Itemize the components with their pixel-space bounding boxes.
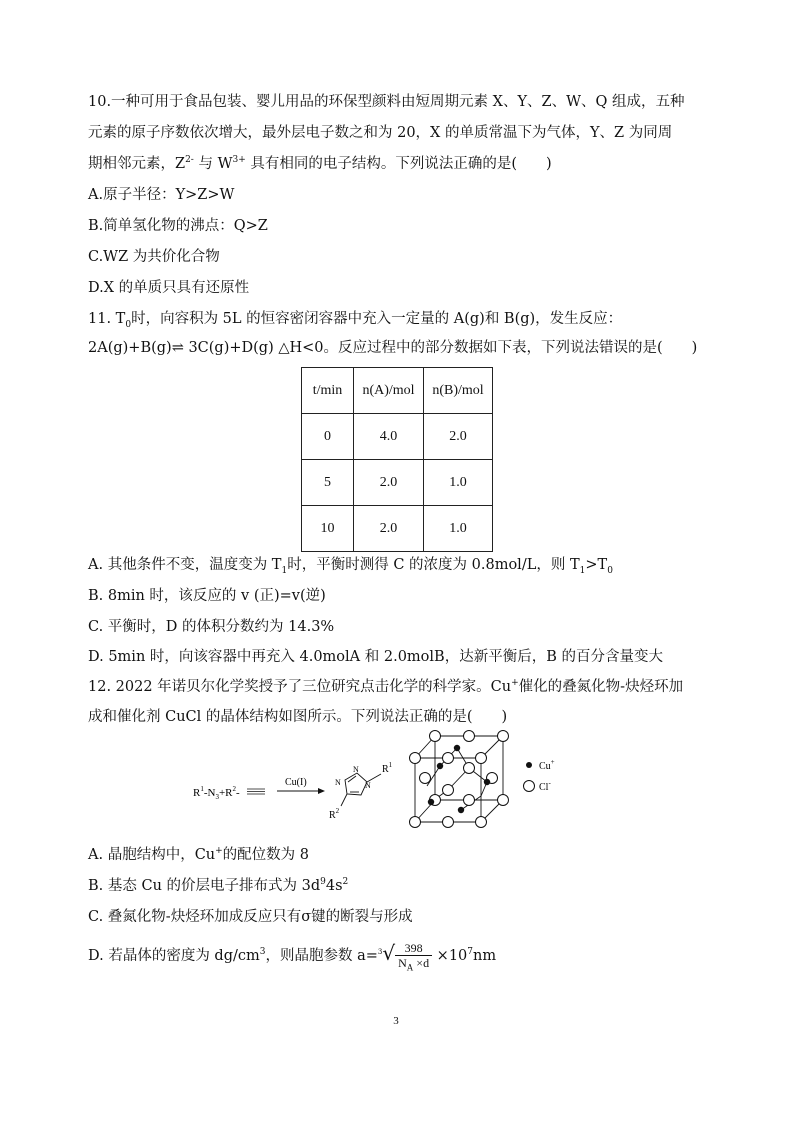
temp-subscript: 0 [125, 319, 132, 330]
table-row [302, 506, 493, 552]
cu-ion [454, 745, 460, 751]
q10-option-d: D.X 的单质只具有还原性 [88, 280, 250, 296]
q11-stem-line2: 2A(g)+B(g)⇌ 3C(g)+D(g) △H<0。反应过程中的部分数据如下表，下列说法错误的是( ) [88, 340, 698, 356]
ring-nitrogen-label: N [335, 778, 341, 787]
cl-ion [443, 753, 454, 764]
q12-option-b-text: B. 基态 Cu 的价层电子排布式为 3d [88, 878, 321, 894]
cl-ion [464, 795, 475, 806]
q11-option-a-text: 时，平衡时测得 C 的浓度为 0.8mol/L，则 T [287, 557, 580, 573]
kinetics-table [301, 367, 493, 552]
subscript: 0 [607, 565, 613, 576]
legend [524, 758, 555, 793]
ion-w: W [217, 156, 233, 172]
cl-ion [476, 753, 487, 764]
fraction-numerator: 398 [395, 941, 432, 956]
q10-option-b: B.简单氢化物的沸点：Q>Z [88, 218, 268, 234]
superscript: + [511, 678, 519, 689]
table-cell: 2.0 [424, 414, 493, 460]
q12-stem-line2: 成和催化剂 CuCl 的晶体结构如图所示。下列说法正确的是( ) [88, 709, 508, 725]
cu-ion [437, 763, 443, 769]
superscript: 2 [342, 877, 349, 888]
q11-option-a-text: A. 其他条件不变，温度变为 T [88, 557, 282, 573]
cu-ion [458, 807, 464, 813]
table-cell: 5 [302, 460, 354, 506]
superscript: 7 [467, 947, 474, 958]
cl-ion [464, 731, 475, 742]
subscript: 1 [579, 565, 586, 576]
legend-cl-label: Cl- [539, 779, 551, 793]
density-term: ×d [413, 956, 430, 970]
q11-option-d: D. 5min 时，向该容器中再充入 4.0molA 和 2.0molB，达新平衡后，B 的百分含量变大 [88, 649, 663, 665]
table-cell: 2.0 [354, 460, 424, 506]
q11-stem-text: 11. T [88, 311, 126, 327]
fraction-denominator [395, 956, 432, 971]
q12-option-d-text: nm [473, 948, 497, 964]
avogadro-symbol: N [398, 956, 407, 970]
subscript: A [406, 962, 414, 973]
legend-cu-marker [526, 762, 532, 768]
table-cell: 10 [302, 506, 354, 552]
cl-ion [498, 731, 509, 742]
q12-option-a [88, 845, 309, 865]
table-header-cell: t/min [302, 368, 354, 414]
reaction-arrow [277, 788, 325, 794]
q10-stem-line2: 元素的原子序数依次增大，最外层电子数之和为 20，X 的单质常温下为气体，Y、Z 为同周 [88, 125, 673, 141]
cl-ion [410, 753, 421, 764]
q10-option-c: C.WZ 为共价化合物 [88, 249, 220, 265]
q12-option-d [88, 938, 496, 971]
q12-option-d-text: ×10 [432, 948, 468, 964]
product-r2-label: $R^2$ [329, 807, 340, 821]
cl-ion [443, 817, 454, 828]
q12-option-d-text: ，则晶胞参数 a= [265, 948, 378, 964]
legend-cu-label: Cu+ [539, 758, 555, 772]
cube-root-index: 3 [377, 948, 383, 957]
alkyne-triple-bond [247, 789, 265, 794]
reactant-label: $R^1-N_3+R^2-$ [193, 785, 240, 801]
q10-stem-text: 与 [193, 156, 218, 172]
triazole-ring [341, 773, 381, 806]
reaction-and-crystal-figure [185, 730, 585, 832]
table-row [302, 460, 493, 506]
cu-ion [484, 779, 490, 785]
table-header-cell: n(B)/mol [424, 368, 493, 414]
catalyst-label: Cu(I) [285, 777, 307, 788]
cl-ion [443, 785, 454, 796]
ion-z-charge: 2- [185, 155, 194, 166]
ion-z: Z [175, 156, 186, 172]
radical-sign: √ [382, 941, 396, 965]
ring-nitrogen-label: N [365, 781, 371, 790]
q12-option-a-text: 的配位数为 8 [222, 847, 310, 863]
table-cell: 1.0 [424, 460, 493, 506]
cl-ion [430, 731, 441, 742]
q10-stem-text: 具有相同的电子结构。下列说法正确的是( ) [245, 156, 552, 172]
q12-option-a-text: A. 晶胞结构中，Cu [88, 847, 216, 863]
cl-ion [498, 795, 509, 806]
table-cell: 0 [302, 414, 354, 460]
table-cell: 2.0 [354, 506, 424, 552]
page-number: 3 [393, 1015, 399, 1027]
q11-option-a-text: >T [585, 557, 608, 573]
cl-ion [410, 817, 421, 828]
table-header-row [302, 368, 493, 414]
q12-option-d-text: D. 若晶体的密度为 dg/cm [88, 948, 260, 964]
q12-option-c: C. 叠氮化物-炔烃环加成反应只有σ键的断裂与形成 [88, 909, 413, 925]
q12-option-b-text: 4s [325, 878, 343, 894]
ion-w-charge: 3+ [232, 155, 246, 166]
q12-stem-text: 催化的叠氮化物-炔烃环加 [518, 679, 684, 695]
subscript: 1 [281, 565, 288, 576]
table-cell: 1.0 [424, 506, 493, 552]
q11-stem-text: 时，向容积为 5L 的恒容密闭容器中充入一定量的 A(g)和 B(g)，发生反应： [131, 311, 623, 327]
q11-option-c: C. 平衡时，D 的体积分数约为 14.3% [88, 619, 335, 635]
legend-cl-marker [524, 781, 535, 792]
q11-option-a [88, 555, 613, 575]
q10-option-a: A.原子半径：Y>Z>W [88, 187, 235, 203]
q10-stem-line1: 10.一种可用于食品包装、婴儿用品的环保型颜料由短周期元素 X、Y、Z、W、Q 组成，五种 [88, 94, 685, 110]
q12-option-b [88, 876, 348, 896]
q10-stem-line3 [88, 154, 552, 174]
superscript: + [215, 846, 223, 857]
q12-stem-text: 12. 2022 年诺贝尔化学奖授予了三位研究点击化学的科学家。Cu [88, 679, 512, 695]
product-r1-label: $R^1$ [382, 761, 393, 775]
cl-ion [464, 763, 475, 774]
cl-ion [420, 773, 431, 784]
q10-stem-text: 期相邻元素， [88, 156, 175, 172]
ring-nitrogen-label: N [353, 765, 359, 774]
q12-stem-line1 [88, 677, 683, 697]
lattice-fraction [395, 941, 432, 971]
table-cell: 4.0 [354, 414, 424, 460]
q11-stem-line1 [88, 309, 622, 329]
table-row [302, 414, 493, 460]
superscript: 3 [259, 947, 266, 958]
cl-ion [476, 817, 487, 828]
q11-option-b: B. 8min 时，该反应的 v (正)=v(逆) [88, 588, 326, 604]
superscript: 9 [320, 877, 326, 888]
cu-ion [428, 799, 434, 805]
table-header-cell: n(A)/mol [354, 368, 424, 414]
